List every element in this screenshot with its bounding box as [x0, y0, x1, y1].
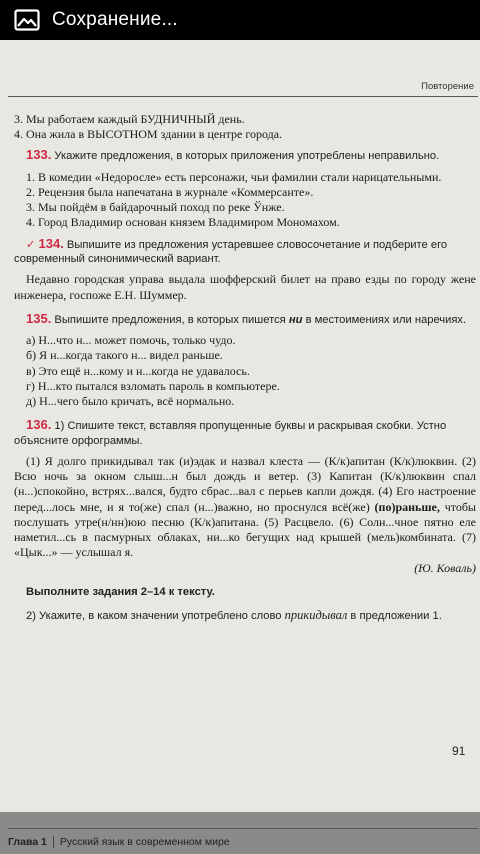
sentence-3: 3. Мы работаем каждый БУДНИЧНЫЙ день.	[14, 112, 245, 126]
checkmark-icon: ✓	[26, 237, 36, 251]
ex135-item: г) Н...кто пытался взломать пароль в компьютере.	[26, 378, 280, 393]
image-icon	[14, 9, 40, 31]
ex133-item: 1. В комедии «Недоросле» есть персонажи, чьи фамилии стали нарицательными.	[26, 169, 442, 184]
tasks-heading: Выполните задания 2–14 к тексту.	[26, 585, 215, 598]
footer: Глава 1 Русский язык в современном мире	[8, 836, 230, 848]
page-content	[14, 112, 476, 624]
ex134-text: Недавно городская управа выдала шофферский билет на право езды по городу жене инженера, госпоже Е.Н. Шуммер.	[14, 272, 476, 302]
page-number: 91	[452, 744, 466, 758]
app-bar	[0, 0, 480, 40]
footer-rule	[8, 828, 478, 829]
running-head: Повторение	[421, 81, 474, 92]
header-rule	[8, 96, 478, 97]
ex133-item: 2. Рецензия была напечатана в журнале «Коммерсанте».	[26, 185, 314, 200]
ex135-item: д) Н...чего было кричать, всё нормально.	[26, 394, 235, 409]
exercise-136-task: 136. 1) Спишите текст, вставляя пропущенные буквы и раскрывая скобки. Устно объясните орфограммы.	[14, 417, 447, 447]
ex135-item: б) Я н...когда такого н... видел раньше.	[26, 348, 223, 363]
exercise-number: 136.	[26, 417, 52, 433]
exercise-number: 133.	[26, 147, 52, 163]
task-2: 2) Укажите, в каком значении употреблено слово прикидывал в предложении 1.	[26, 608, 442, 623]
sentence-4: 4. Она жила в ВЫСОТНОМ здании в центре города.	[14, 127, 283, 142]
ex136-text: (1) Я долго прикидывал так (и)эдак и назвал клеста — (К/к)апитан (К/к)люквин. (2) Всю ночь за окном слыш...н был дождь и ветер. (3) Капитан (К/к)люквин спал (н...)спокойно, встрях...вался, будто сбрас...вал с перьев капли дождя. (4) Его настроение перед...лось мне, и я то(же) спал (н...)важно, но проснулся всё(же) (по)раньше, чтобы послушать утре(н/нн)юю песню (К/к)апитана. (5) Расцвело. (6) Солн...чное пятно еле наметил...сь в пасмурных облаках, ни...ко бегущих над крышей (мель)комбината. (7) «Цык...» — услышал я.	[14, 454, 476, 560]
exercise-135-task: 135. Выпишите предложения, в которых пишется ни в местоимениях или наречиях.	[26, 310, 467, 326]
ex133-item: 3. Мы пойдём в байдарочный поход по реке Ўнже.	[26, 200, 285, 215]
ex133-item: 4. Город Владимир основан князем Владимиром Мономахом.	[26, 215, 340, 230]
exercise-number: 135.	[26, 310, 52, 326]
exercise-134-task: ✓ 134. Выпишите из предложения устаревшее словосочетание и подберите его современный синонимический вариант.	[14, 235, 448, 266]
exercise-number: 134.	[38, 235, 64, 251]
exercise-133-task: 133. Укажите предложения, в которых приложения употреблены неправильно.	[26, 147, 440, 163]
ex135-item: а) Н...что н... может помочь, только чудо.	[26, 333, 236, 348]
footer-separator	[53, 836, 54, 848]
ex135-item: в) Это ещё н...кому и н...когда не удавалось.	[26, 363, 250, 378]
app-bar-title: Сохранение...	[52, 9, 178, 30]
ex136-author: (Ю. Коваль)	[414, 560, 476, 575]
